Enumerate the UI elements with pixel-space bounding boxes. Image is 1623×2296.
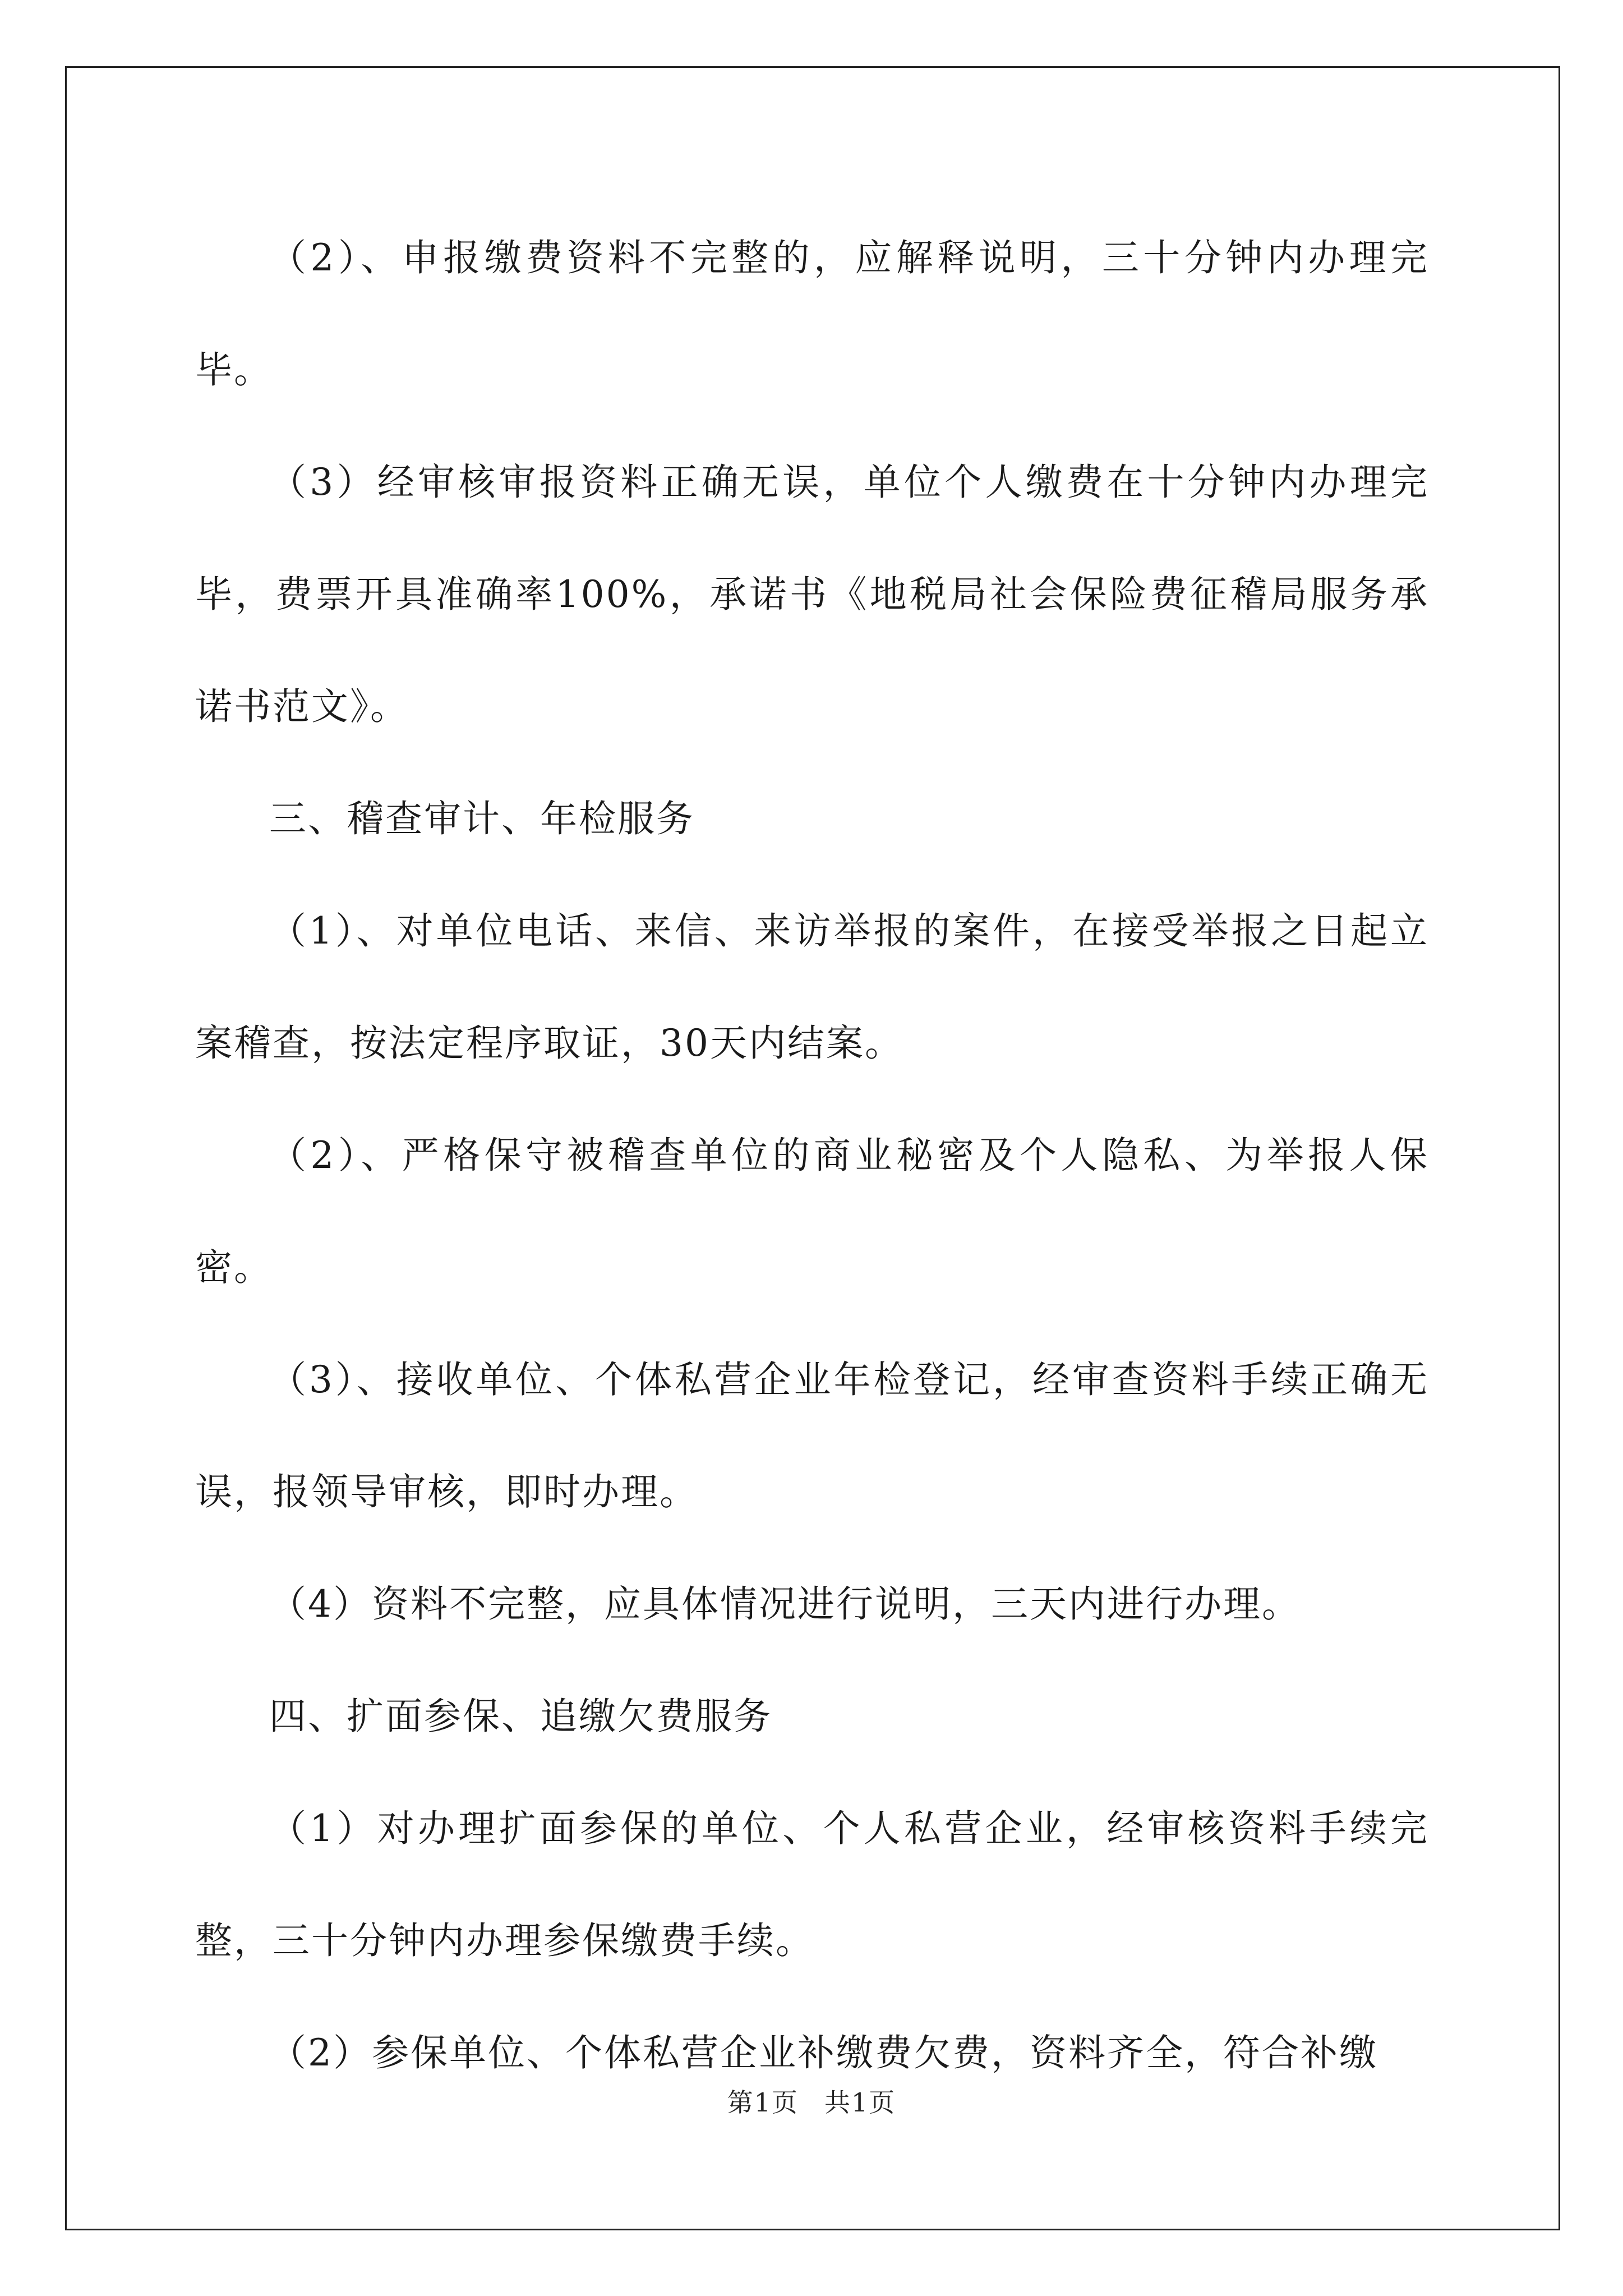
paragraph-audit-1: （1）、对单位电话、来信、来访举报的案件，在接受举报之日起立案稽查，按法定程序取证，30天内结案。: [195, 909, 1429, 1065]
paragraph-item-2-incomplete: （2）、申报缴费资料不完整的，应解释说明，三十分钟内办理完毕。: [195, 236, 1429, 392]
section-heading-audit: 三、稽查审计、年检服务: [269, 797, 695, 840]
document-body: [195, 202, 1429, 2109]
page-footer: [0, 2082, 1623, 2119]
section-heading-expansion: 四、扩面参保、追缴欠费服务: [269, 1695, 772, 1738]
paragraph-audit-2: （2）、严格保守被稽查单位的商业秘密及个人隐私、为举报人保密。: [195, 1134, 1429, 1289]
paragraph-expansion-2: （2）参保单位、个体私营企业补缴费欠费，资料齐全，符合补缴: [269, 2031, 1378, 2074]
paragraph-audit-3: （3）、接收单位、个体私营企业年检登记，经审查资料手续正确无误，报领导审核，即时办理。: [195, 1358, 1429, 1513]
page-total: 共1页: [824, 2087, 896, 2118]
page-number: 第1页: [727, 2087, 799, 2118]
paragraph-audit-4: （4）资料不完整，应具体情况进行说明，三天内进行办理。: [269, 1582, 1301, 1626]
paragraph-item-3-review: （3）经审核审报资料正确无误，单位个人缴费在十分钟内办理完毕，费票开具准确率100%，承诺书《地税局社会保险费征稽局服务承诺书范文》。: [195, 461, 1429, 728]
paragraph-expansion-1: （1）对办理扩面参保的单位、个人私营企业，经审核资料手续完整，三十分钟内办理参保缴费手续。: [195, 1807, 1429, 1962]
